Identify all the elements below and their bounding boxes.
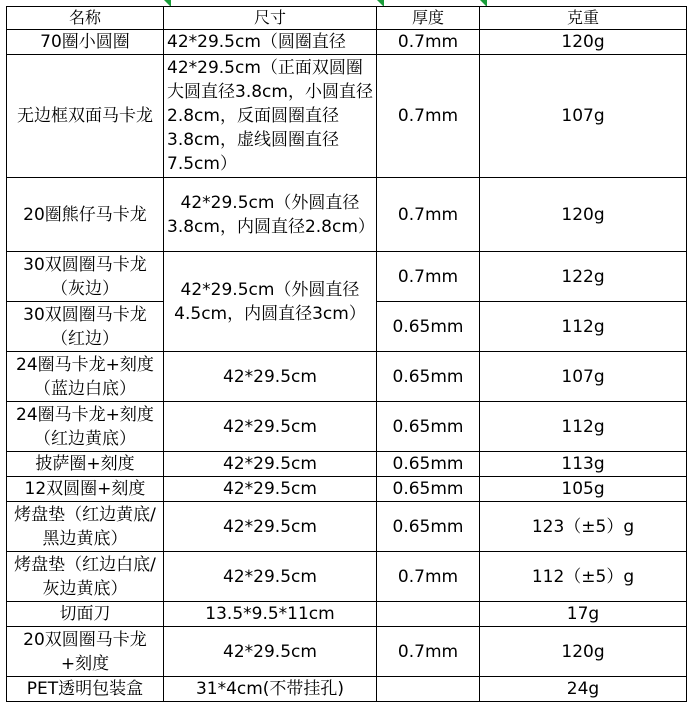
cell-size: 42*29.5cm <box>164 627 377 677</box>
cell-size: 42*29.5cm <box>164 452 377 477</box>
cell-name: PET透明包装盒 <box>7 677 164 702</box>
cell-size: 31*4cm(不带挂孔) <box>164 677 377 702</box>
cell-size: 13.5*9.5*11cm <box>164 602 377 627</box>
cell-name: 24圈马卡龙+刻度（红边黄底） <box>7 402 164 452</box>
table-row <box>7 677 687 702</box>
cell-name: 30双圆圈马卡龙（灰边） <box>7 252 164 302</box>
cell-size: 42*29.5cm（圆圈直径 <box>164 30 377 55</box>
cell-name: 30双圆圈马卡龙（红边） <box>7 302 164 352</box>
cell-weight: 112g <box>480 302 687 352</box>
cell-name: 12双圆圈+刻度 <box>7 477 164 502</box>
cell-weight: 113g <box>480 452 687 477</box>
header-weight: 克重 <box>480 7 687 30</box>
cell-thickness: 0.7mm <box>377 552 480 602</box>
table-row <box>7 178 687 252</box>
cell-thickness: 0.65mm <box>377 402 480 452</box>
table-row <box>7 552 687 602</box>
cell-name: 70圈小圆圈 <box>7 30 164 55</box>
cell-name: 24圈马卡龙+刻度（蓝边白底） <box>7 352 164 402</box>
cell-thickness: 0.65mm <box>377 302 480 352</box>
product-spec-table <box>6 6 687 702</box>
table-row <box>7 402 687 452</box>
table-row <box>7 477 687 502</box>
cell-weight: 120g <box>480 178 687 252</box>
cell-thickness: 0.7mm <box>377 252 480 302</box>
header-thickness: 厚度 <box>377 7 480 30</box>
table-row <box>7 452 687 477</box>
cell-name: 烤盘垫（红边白底/灰边黄底） <box>7 552 164 602</box>
cell-size: 42*29.5cm（正面双圆圈大圆直径3.8cm，小圆直径2.8cm，反面圆圈直径3.8cm，虚线圆圈直径7.5cm） <box>164 55 377 178</box>
table-row <box>7 352 687 402</box>
header-size: 尺寸 <box>164 7 377 30</box>
cell-thickness: 0.65mm <box>377 502 480 552</box>
cell-name: 披萨圈+刻度 <box>7 452 164 477</box>
cell-name: 切面刀 <box>7 602 164 627</box>
cell-thickness: 0.7mm <box>377 30 480 55</box>
cell-size: 42*29.5cm <box>164 502 377 552</box>
cell-weight: 17g <box>480 602 687 627</box>
cell-weight: 122g <box>480 252 687 302</box>
cell-thickness: 0.7mm <box>377 178 480 252</box>
cell-thickness: 0.7mm <box>377 627 480 677</box>
cell-thickness: 0.7mm <box>377 55 480 178</box>
cell-thickness: 0.65mm <box>377 452 480 477</box>
cell-thickness <box>377 677 480 702</box>
table-row <box>7 30 687 55</box>
cell-size: 42*29.5cm（外圆直径3.8cm，内圆直径2.8cm） <box>164 178 377 252</box>
cell-name: 无边框双面马卡龙 <box>7 55 164 178</box>
cell-size: 42*29.5cm <box>164 402 377 452</box>
cell-weight: 105g <box>480 477 687 502</box>
cell-weight: 107g <box>480 352 687 402</box>
cell-size: 42*29.5cm <box>164 477 377 502</box>
cell-thickness <box>377 602 480 627</box>
table-row <box>7 502 687 552</box>
header-row <box>7 7 687 30</box>
cell-weight: 107g <box>480 55 687 178</box>
cell-size: 42*29.5cm <box>164 352 377 402</box>
cell-weight: 123（±5）g <box>480 502 687 552</box>
cell-size: 42*29.5cm <box>164 552 377 602</box>
cell-size: 42*29.5cm（外圆直径4.5cm，内圆直径3cm） <box>164 252 377 352</box>
cell-thickness: 0.65mm <box>377 352 480 402</box>
cell-weight: 120g <box>480 627 687 677</box>
cell-name: 烤盘垫（红边黄底/黑边黄底） <box>7 502 164 552</box>
table-row <box>7 55 687 178</box>
cell-weight: 120g <box>480 30 687 55</box>
table-row <box>7 252 687 302</box>
cell-name: 20圈熊仔马卡龙 <box>7 178 164 252</box>
cell-thickness: 0.65mm <box>377 477 480 502</box>
header-name: 名称 <box>7 7 164 30</box>
cell-weight: 112（±5）g <box>480 552 687 602</box>
cell-weight: 112g <box>480 402 687 452</box>
cell-name: 20双圆圈马卡龙+刻度 <box>7 627 164 677</box>
cell-weight: 24g <box>480 677 687 702</box>
table-row <box>7 627 687 677</box>
table-row <box>7 602 687 627</box>
